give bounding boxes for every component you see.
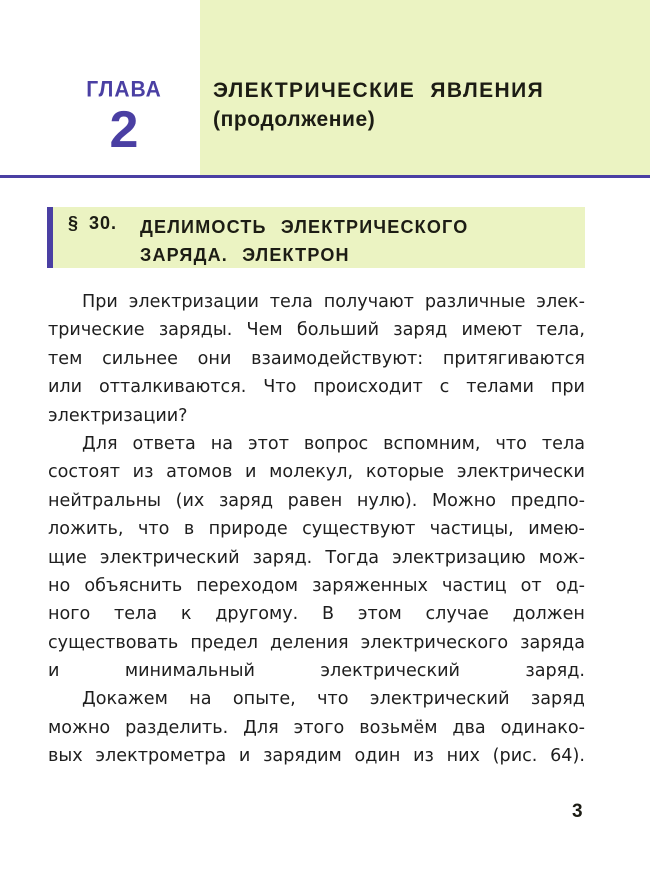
body-line: Для ответа на этот вопрос вспомним, что тела [82, 433, 585, 454]
body-line: Докажем на опыте, что электрический заряд [82, 689, 585, 710]
body-line: тем сильнее они взаимодействуют: притягиваются [48, 348, 585, 369]
body-line: существовать предел деления электрического заряда [48, 632, 585, 653]
body-line: ложить, что в природе существуют частицы, имею- [48, 519, 585, 540]
chapter-title-line2: (продолжение) [213, 108, 376, 131]
page-number: 3 [572, 801, 583, 822]
body-line: состоят из атомов и молекул, которые электрически [48, 462, 585, 483]
body-line: вых электрометра и зарядим один из них (рис. 64). [48, 746, 585, 767]
header-divider [0, 175, 650, 178]
section-title-line2: ЗАРЯДА. ЭЛЕКТРОН [140, 245, 350, 265]
body-line: При электризации тела получают различные элек- [82, 292, 585, 312]
chapter-number: 2 [109, 101, 139, 159]
body-line: трические заряды. Чем больший заряд имеют тела, [48, 320, 585, 341]
section-accent-stripe [47, 207, 53, 268]
body-line: или отталкиваются. Что происходит с телами при [48, 377, 585, 398]
chapter-label: ГЛАВА [86, 77, 162, 102]
body-text [48, 288, 585, 771]
chapter-title [213, 76, 633, 134]
section-number: § 30. [68, 213, 118, 233]
body-line: щие электрический заряд. Тогда электризацию мож- [48, 547, 585, 568]
body-line: и минимальный электрический заряд. [48, 661, 585, 682]
section-title-line1: ДЕЛИМОСТЬ ЭЛЕКТРИЧЕСКОГО [140, 217, 469, 237]
section-heading [47, 207, 585, 268]
body-line: можно разделить. Для этого возьмём два одинако- [48, 717, 585, 738]
body-line: ного тела к другому. В этом случае должен [48, 604, 585, 625]
body-line: но объяснить переходом заряженных частиц от од- [48, 575, 585, 596]
chapter-title-line1: ЭЛЕКТРИЧЕСКИЕ ЯВЛЕНИЯ [213, 79, 545, 102]
section-title [140, 213, 570, 269]
body-line: электризации? [48, 405, 188, 426]
body-line: нейтральны (их заряд равен нулю). Можно предпо- [48, 490, 585, 511]
